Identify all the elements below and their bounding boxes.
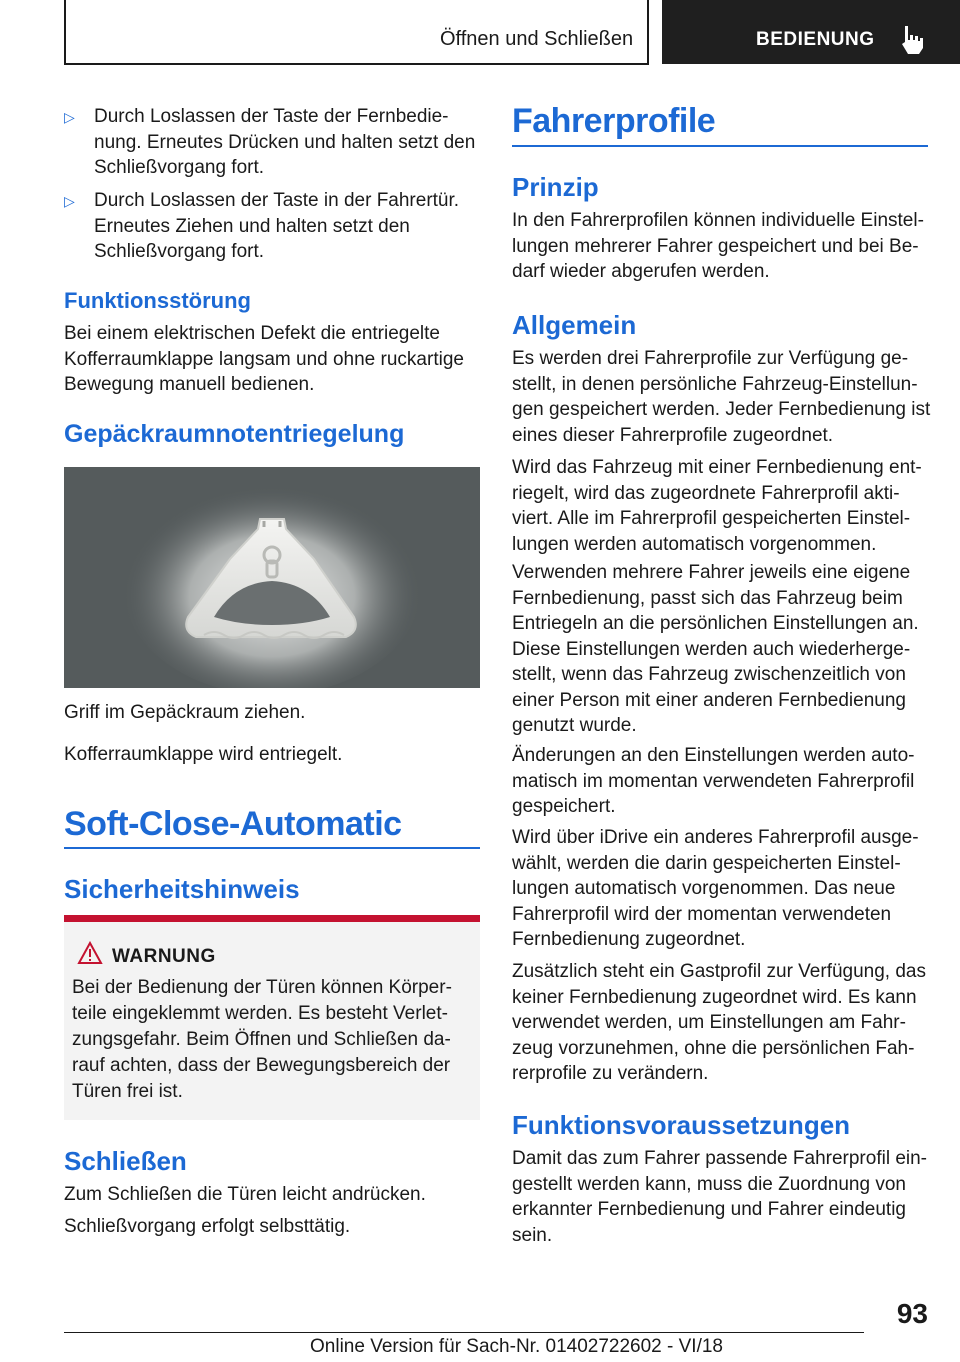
triangle-bullet-icon: ▷ xyxy=(64,193,75,209)
bullet-text: Durch Loslassen der Taste in der Fahrertür. Erneutes Ziehen und halten setzt den Schließvorgang fort. xyxy=(94,190,460,262)
paragraph: Griff im Gepäckraum ziehen. xyxy=(64,702,306,723)
paragraph: Verwenden mehrere Fahrer jeweils eine eigene Fernbedienung, passt sich das Fahrzeug beim Entriegeln an die persönlichen Einstellungen an. Diese Einstellungen werden auch wiederherge‐ stellt, wenn das Fahrzeug zwischenzeitlich von einer Person mit einer anderen Fernbedienung genutzt wurde. xyxy=(512,562,919,736)
header-section-title: Öffnen und Schließen xyxy=(440,28,634,50)
paragraph: Zusätzlich steht ein Gastprofil zur Verfügung, das keiner Fernbedienung zugeordnet wird. Es kann verwendet werden, um Einstellungen am Fahr‐ zeug vorzunehmen, ohne die persönlichen Fah‐ rerprofile zu verändern. xyxy=(512,961,926,1084)
bullet-text: Durch Loslassen der Taste der Fernbedie‐ nung. Erneutes Drücken und halten setzt den Schließvorgang fort. xyxy=(94,106,476,178)
heading-sicherheitshinweis: Sicherheitshinweis xyxy=(64,874,300,904)
header-bottom-rule xyxy=(64,63,649,65)
paragraph: Zum Schließen die Türen leicht andrücken. xyxy=(64,1184,426,1205)
header-chapter-tab[interactable] xyxy=(662,0,960,64)
paragraph: Änderungen an den Einstellungen werden auto‐ matisch im momentan verwendeten Fahrerprofil gespeichert. xyxy=(512,745,915,817)
triangle-bullet-icon: ▷ xyxy=(64,109,75,125)
heading-soft-close-automatic: Soft-Close-Automatic xyxy=(64,805,402,843)
paragraph: Kofferraumklappe wird entriegelt. xyxy=(64,744,343,765)
heading-schliessen: Schließen xyxy=(64,1146,187,1176)
paragraph: Es werden drei Fahrerprofile zur Verfügung ge‐ stellt, in denen persönliche Fahrzeug-Einstellun‐ gen gespeichert werden. Jeder Fernbedienung ist eines dieser Fahrerprofile zugeordnet. xyxy=(512,348,931,446)
heading-rule xyxy=(64,847,480,849)
paragraph: Schließvorgang erfolgt selbsttätig. xyxy=(64,1216,351,1237)
paragraph: Damit das zum Fahrer passende Fahrerprofil ein‐ gestellt werden kann, muss die Zuordnung von erkannter Fernbedienung und Fahrer eindeutig sein. xyxy=(512,1148,928,1246)
heading-allgemein: Allgemein xyxy=(512,310,637,340)
footer-rule xyxy=(64,1332,864,1333)
footer-text: Online Version für Sach-Nr. 01402722602 - VI/18 xyxy=(310,1336,723,1357)
heading-fahrerprofile: Fahrerprofile xyxy=(512,102,716,140)
header-divider xyxy=(647,0,649,64)
header-chapter-label: BEDIENUNG xyxy=(756,29,875,50)
heading-gepaeckraumnotentriegelung: Gepäckraumnotentriegelung xyxy=(64,420,405,448)
paragraph: Wird über iDrive ein anderes Fahrerprofil ausge‐ wählt, werden die darin gespeicherten Einstel‐ lungen automatisch vorgenommen. Das neue Fahrerprofil wird der momentan verwendeten Fernbedienung zugeordnet. xyxy=(512,827,919,950)
trunk-release-handle-image xyxy=(64,467,480,688)
warning-box xyxy=(64,915,480,1120)
page-number: 93 xyxy=(896,1298,928,1329)
warning-title: WARNUNG xyxy=(112,946,216,967)
warning-text: Bei der Bedienung der Türen können Körper‐ teile eingeklemmt werden. Es besteht Verlet‐ zungsgefahr. Beim Öffnen und Schließen da‐ rauf achten, dass der Bewegungsbereich der Türen frei ist. xyxy=(72,977,452,1102)
heading-funktionsvoraussetzungen: Funktionsvoraussetzungen xyxy=(512,1110,851,1140)
warning-triangle-icon xyxy=(77,941,103,965)
heading-funktionsstoerung: Funktionsstörung xyxy=(64,288,251,313)
header-left-rule xyxy=(64,0,66,64)
paragraph: Wird das Fahrzeug mit einer Fernbedienung ent‐ riegelt, wird das zugeordnete Fahrerprofil akti‐ viert. Alle im Fahrerprofil gespeicherten Einstel‐ lungen werden automatisch vorgenommen. xyxy=(512,457,922,555)
heading-prinzip: Prinzip xyxy=(512,172,599,202)
pointing-hand-icon xyxy=(898,24,926,56)
heading-rule xyxy=(512,145,928,147)
paragraph: Bei einem elektrischen Defekt die entriegelte Kofferraumklappe langsam und ohne ruckartige Bewegung manuell bedienen. xyxy=(64,323,464,395)
paragraph: In den Fahrerprofilen können individuelle Einstel‐ lungen mehrerer Fahrer gespeichert und bei Be‐ darf wieder abgerufen werden. xyxy=(512,210,924,282)
